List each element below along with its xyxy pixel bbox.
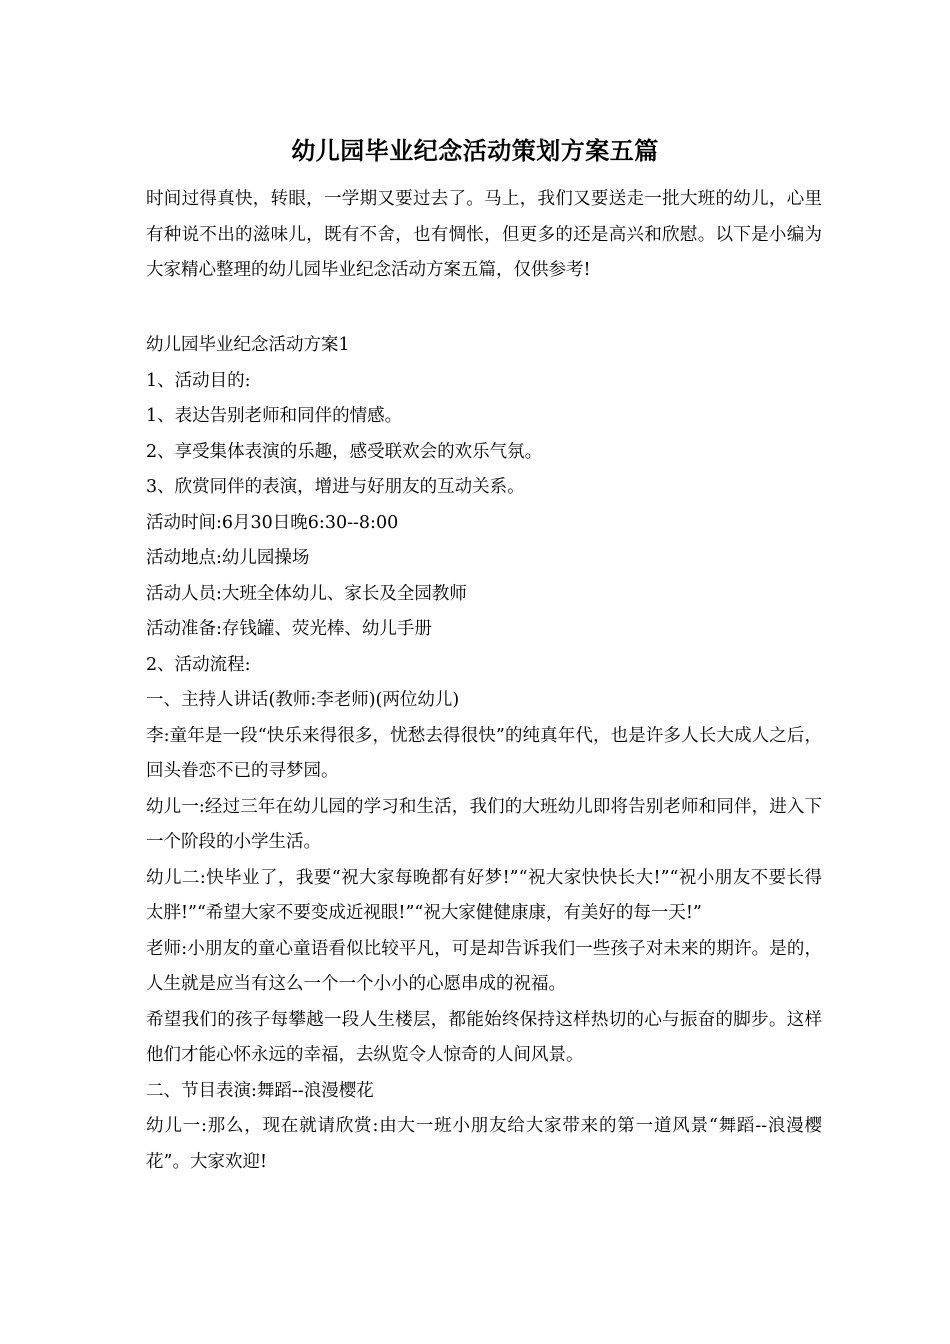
- dialogue-paragraph: 幼儿一:那么，现在就请欣赏:由大一班小朋友给大家带来的第一道风景“舞蹈--浪漫樱花”。大家欢迎!: [146, 1116, 822, 1172]
- intro-paragraph: 时间过得真快，转眼，一学期又要过去了。马上，我们又要送走一批大班的幼儿，心里有种说不出的滋味儿，既有不舍，也有惆怅，但更多的还是高兴和欣慰。以下是小编为大家精心整理的幼儿园毕业纪念活动方案五篇，仅供参考!: [146, 189, 822, 280]
- document-title: 幼儿园毕业纪念活动策划方案五篇: [291, 136, 659, 165]
- list-item: 1、表达告别老师和同伴的情感。: [146, 406, 403, 426]
- document-body: [146, 328, 822, 1180]
- step-heading: 一、主持人讲话(教师:李老师)(两位幼儿): [146, 690, 460, 710]
- step-heading: 二、节目表演:舞蹈--浪漫樱花: [146, 1080, 374, 1101]
- activity-participants: 活动人员:大班全体幼儿、家长及全园教师: [146, 583, 467, 604]
- section-heading: 幼儿园毕业纪念活动方案1: [146, 335, 350, 355]
- subsection-heading: 1、活动目的:: [146, 370, 251, 391]
- dialogue-paragraph: 老师:小朋友的童心童语看似比较平凡，可是却告诉我们一些孩子对未来的期许。是的，人生就是应当有这么一个一个小小的心愿串成的祝福。: [146, 938, 822, 994]
- list-item: 2、享受集体表演的乐趣，感受联欢会的欢乐气氛。: [146, 441, 543, 462]
- dialogue-paragraph: 李:童年是一段“快乐来得很多，忧愁去得很快”的纯真年代，也是许多人长大成人之后，回头眷恋不已的寻梦园。: [146, 725, 822, 781]
- activity-preparation: 活动准备:存钱罐、荧光棒、幼儿手册: [146, 619, 432, 639]
- list-item: 3、欣赏同伴的表演，增进与好朋友的互动关系。: [146, 477, 525, 497]
- dialogue-paragraph: 幼儿一:经过三年在幼儿园的学习和生活，我们的大班幼儿即将告别老师和同伴，进入下一个阶段的小学生活。: [146, 796, 822, 852]
- dialogue-paragraph: 幼儿二:快毕业了，我要“祝大家每晚都有好梦!”“祝大家快快长大!”“祝小朋友不要长得太胖!”“希望大家不要变成近视眼!”“祝大家健健康康，有美好的每一天!”: [146, 867, 822, 923]
- subsection-heading: 2、活动流程:: [146, 654, 251, 675]
- activity-time: 活动时间:6月30日晚6:30--8:00: [146, 512, 399, 533]
- activity-location: 活动地点:幼儿园操场: [146, 548, 310, 568]
- dialogue-paragraph: 希望我们的孩子每攀越一段人生楼层，都能始终保持这样热切的心与振奋的脚步。这样他们才能心怀永远的幸福，去纵览令人惊奇的人间风景。: [146, 1009, 822, 1065]
